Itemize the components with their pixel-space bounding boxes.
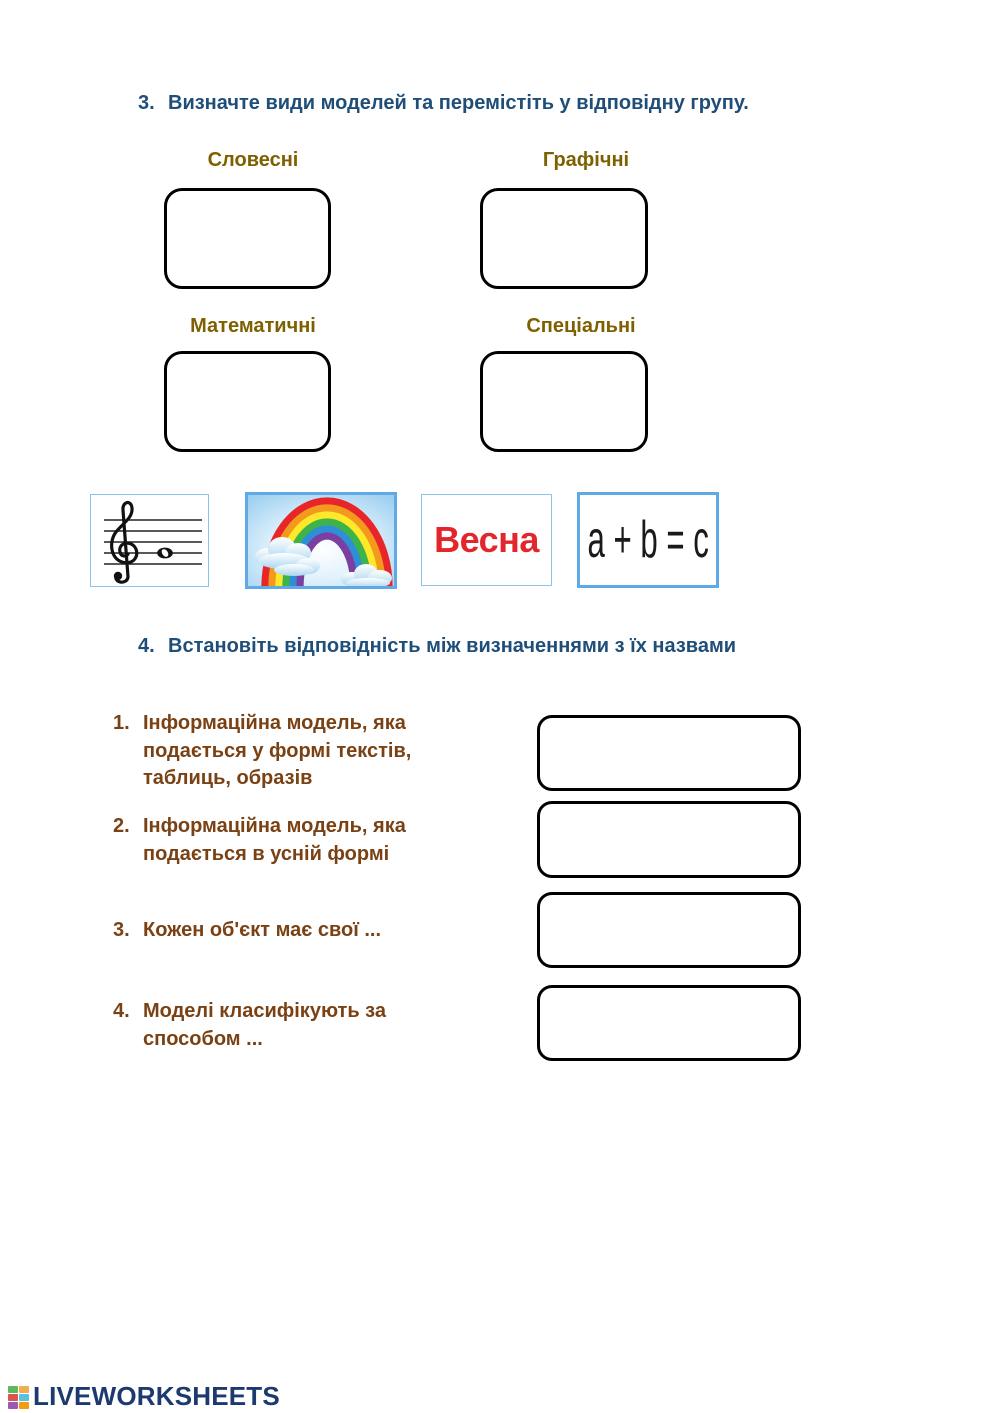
definition-line: подається у формі текстів, <box>143 739 412 762</box>
group-label-special: Спеціальні <box>526 315 636 337</box>
definition-line: Інформаційна модель, яка <box>143 712 406 734</box>
definition-text <box>143 998 386 1053</box>
formula-text: a + b = c <box>587 511 709 569</box>
definition-text <box>143 813 406 868</box>
definition-number: 4. <box>113 1000 130 1022</box>
definition-line: Моделі класифікують за <box>143 1000 386 1022</box>
vesna-word: Весна <box>434 519 539 560</box>
definition-line: подається в усній формі <box>143 842 390 865</box>
answer-box-3[interactable] <box>537 892 801 968</box>
drop-zone-mathematical[interactable] <box>164 351 331 452</box>
rainbow-card[interactable] <box>245 492 397 589</box>
definition-line: таблиць, образів <box>143 767 313 789</box>
definition-line: Кожен об'єкт має свої ... <box>143 919 382 941</box>
formula-card[interactable] <box>577 492 719 588</box>
task3-title: Визначте види моделей та перемістіть у відповідну групу. <box>168 92 749 114</box>
brand-name: LIVEWORKSHEETS <box>33 1381 280 1411</box>
liveworksheets-logo-icon <box>8 1386 29 1409</box>
definition-item-4 <box>113 998 386 1053</box>
definition-item-3 <box>113 917 381 945</box>
vesna-word-card[interactable] <box>421 494 552 586</box>
drop-zone-verbal[interactable] <box>164 188 331 289</box>
treble-clef-card[interactable] <box>90 494 209 587</box>
definition-line: способом ... <box>143 1027 263 1050</box>
footer-logo <box>8 1382 280 1410</box>
answer-box-1[interactable] <box>537 715 801 791</box>
definition-item-2 <box>113 813 406 868</box>
task4-number: 4. <box>138 635 155 657</box>
task4-title: Встановіть відповідність між визначеннями з їх назвами <box>168 635 737 657</box>
definition-number: 2. <box>113 815 130 837</box>
task3-number: 3. <box>138 92 155 114</box>
group-label-verbal: Словесні <box>207 149 299 171</box>
task3-heading <box>138 91 749 115</box>
definition-line: Інформаційна модель, яка <box>143 815 406 837</box>
treble-clef-icon <box>92 496 208 586</box>
definition-item-1 <box>113 710 411 793</box>
task4-heading <box>138 634 736 658</box>
definition-number: 3. <box>113 919 130 941</box>
group-label-graphic: Графічні <box>542 149 630 171</box>
rainbow-icon <box>248 495 394 586</box>
group-label-mathematical: Математичні <box>190 315 316 337</box>
answer-box-2[interactable] <box>537 801 801 878</box>
definition-number: 1. <box>113 712 130 734</box>
drop-zone-special[interactable] <box>480 351 648 452</box>
drop-zone-graphic[interactable] <box>480 188 648 289</box>
definition-text <box>143 710 411 793</box>
definition-text <box>143 917 381 945</box>
answer-box-4[interactable] <box>537 985 801 1061</box>
whole-note-icon <box>157 547 173 558</box>
